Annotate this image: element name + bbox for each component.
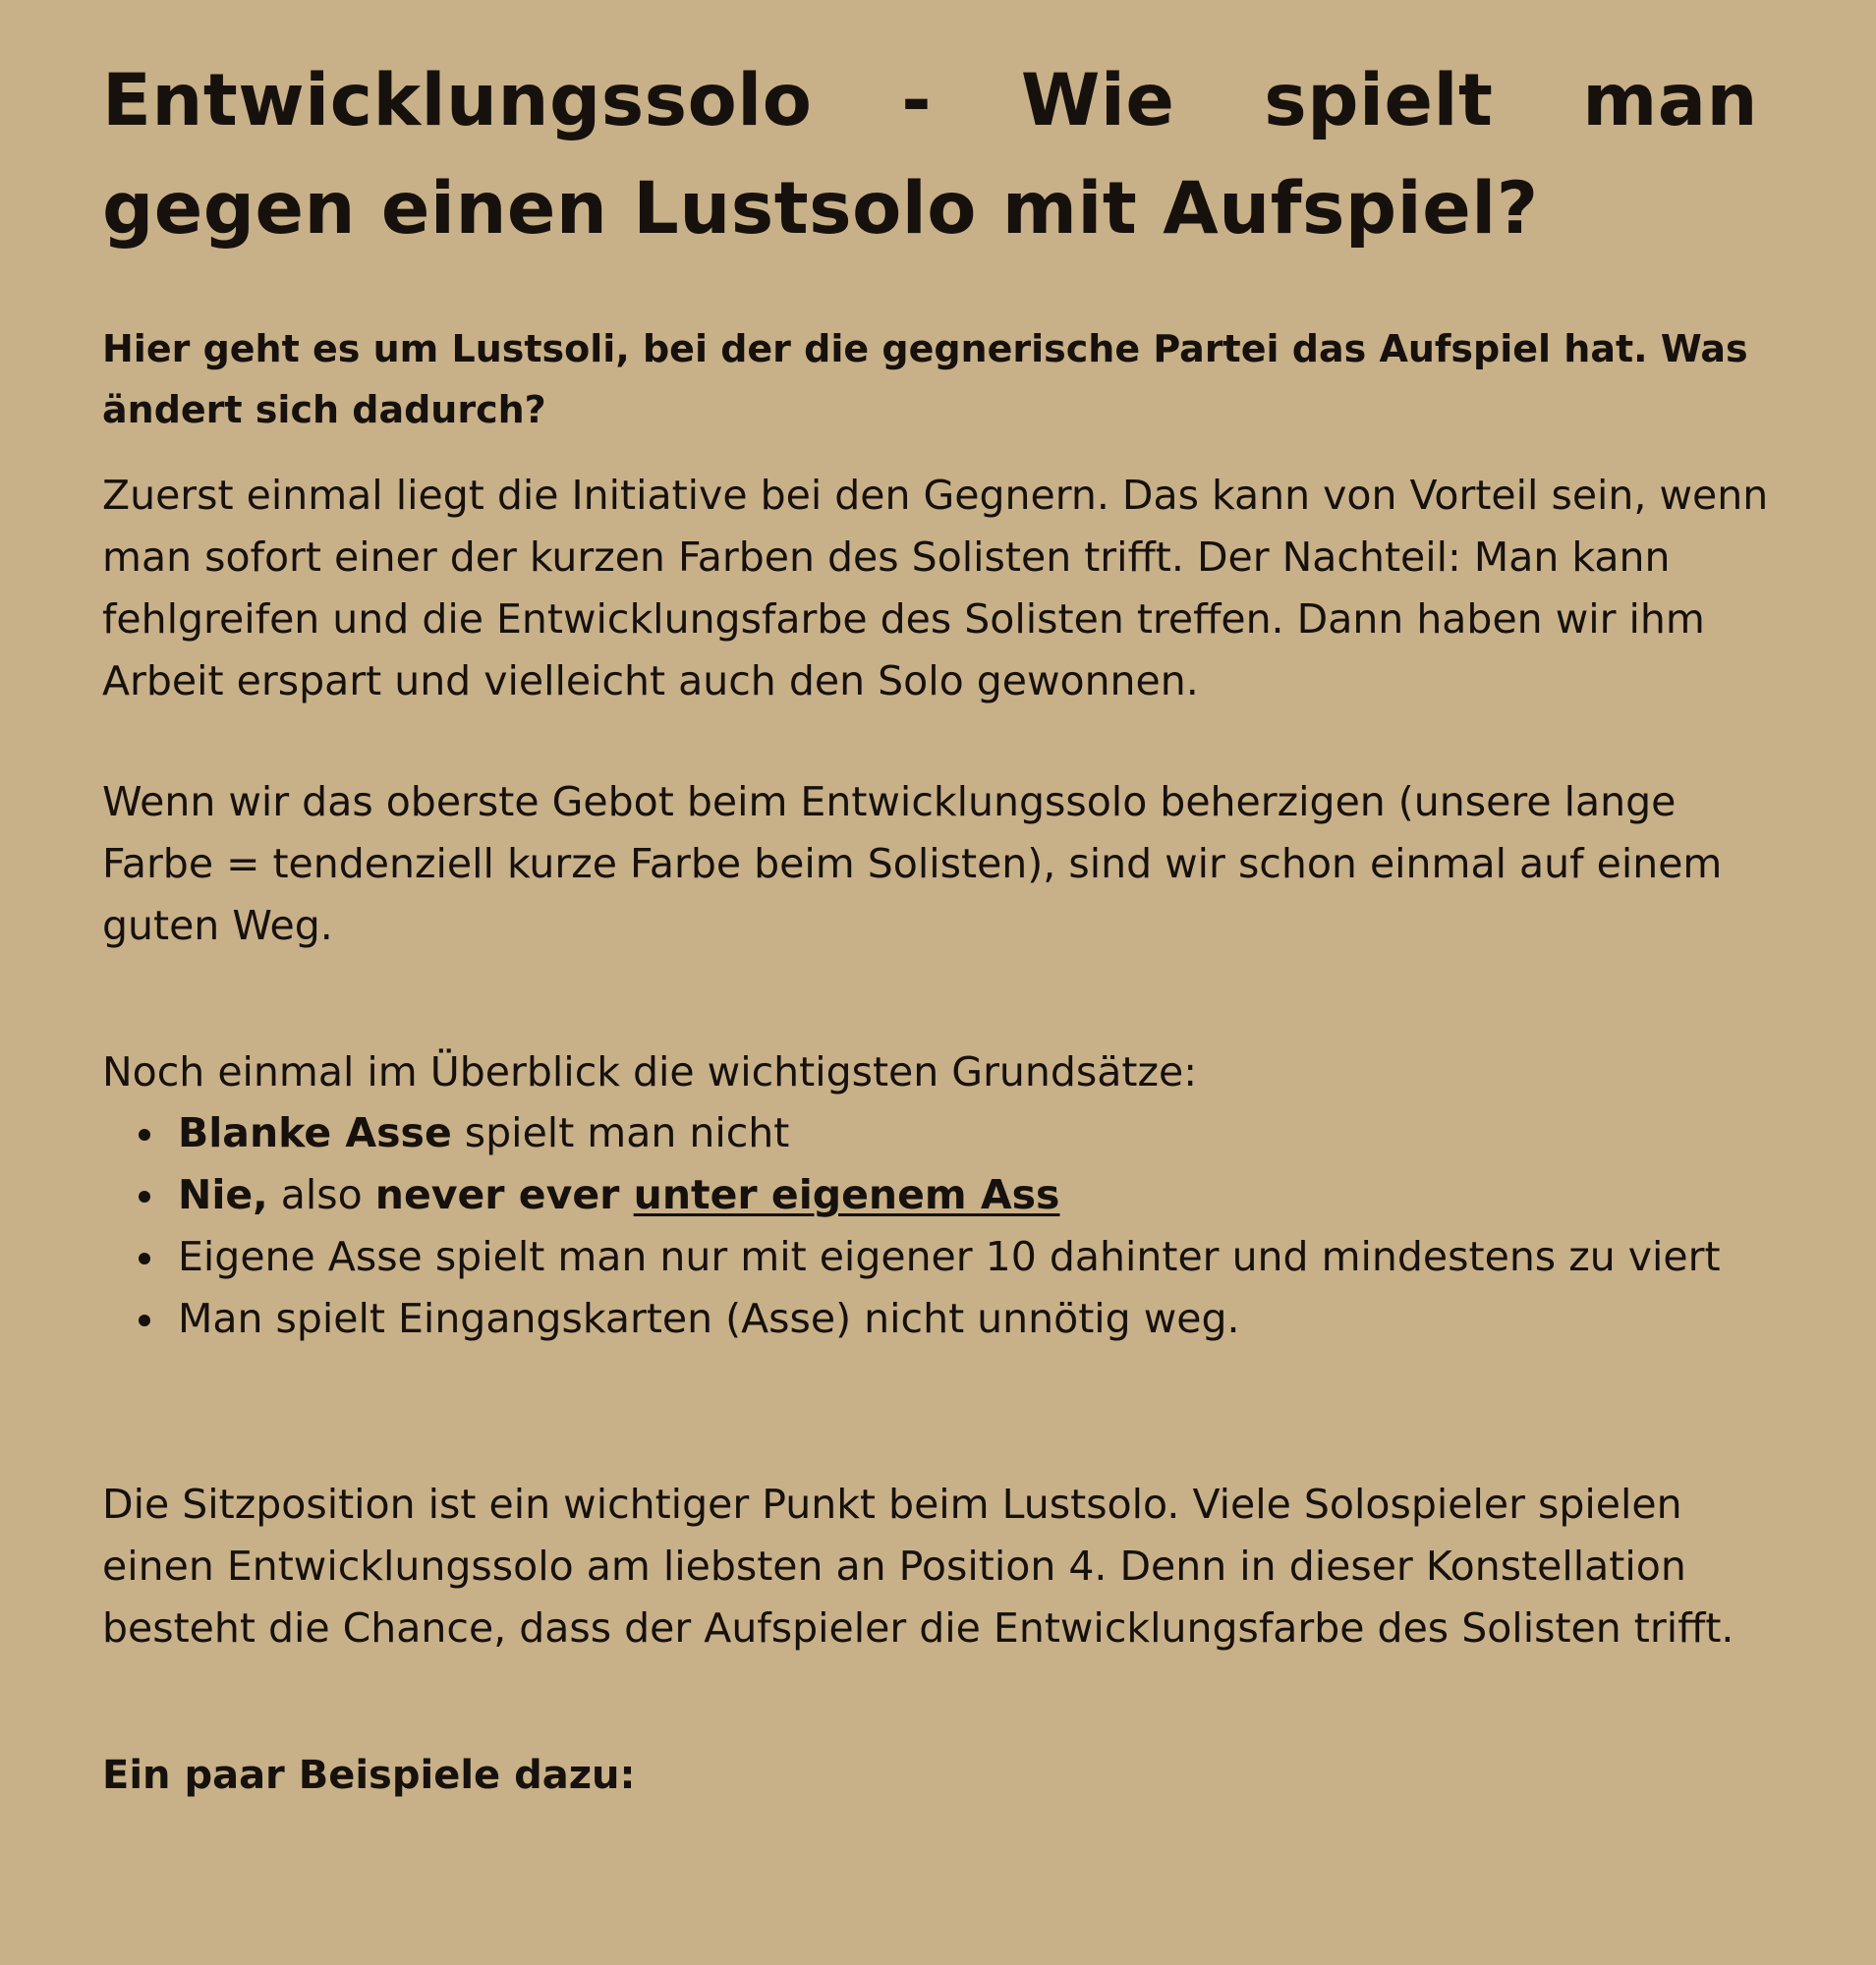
bullet-text: also [267,1171,375,1218]
article-lead: Hier geht es um Lustsoli, bei der die gegnerische Partei das Aufspiel hat. Was ändert sich dadurch? [102,327,1748,431]
bullet-icon [139,1253,150,1264]
bullet-bold-text: Blanke Asse [178,1109,452,1156]
paragraph-grundsaetze-intro: Noch einmal im Überblick die wichtigsten Grundsätze: [102,1048,1198,1095]
list-item [102,1288,1792,1350]
article-title: Entwicklungssolo - Wie spielt man gegen einen Lustsolo mit Aufspiel? [102,59,1758,251]
grundsaetze-list [102,1102,1792,1350]
paragraph-initiative: Zuerst einmal liegt die Initiative bei den Gegnern. Das kann von Vorteil sein, wenn man sofort einer der kurzen Farben des Solisten trifft. Der Nachteil: Man kann fehlgreifen und die Entwicklungsfarbe des Solisten treffen. Dann haben wir ihm Arbeit erspart und vielleicht auch den Solo gewonnen. [102,472,1769,704]
bullet-text: Eigene Asse spielt man nur mit eigener 10 dahinter und mindestens zu viert [178,1233,1721,1280]
examples-subheading: Ein paar Beispiele dazu: [102,1753,636,1798]
bullet-underlined-text: unter eigenem Ass [633,1171,1060,1218]
bullet-bold-text: never ever [374,1171,634,1218]
bullet-icon [139,1129,150,1141]
list-item [102,1226,1792,1288]
bullet-icon [139,1191,150,1203]
bullet-text: Man spielt Eingangskarten (Asse) nicht unnötig weg. [178,1295,1240,1342]
bullet-bold-text: Nie, [178,1171,268,1218]
bullet-text: spielt man nicht [451,1109,790,1156]
paragraph-sitzposition: Die Sitzposition ist ein wichtiger Punkt beim Lustsolo. Viele Solospieler spielen einen Entwicklungssolo am liebsten an Position 4. Denn in dieser Konstellation besteht die Chance, dass der Aufspieler die Entwicklungsfarbe des Solisten trifft. [102,1481,1734,1652]
paragraph-gebot: Wenn wir das oberste Gebot beim Entwicklungssolo beherzigen (unsere lange Farbe = tendenziell kurze Farbe beim Solisten), sind wir schon einmal auf einem guten Weg. [102,778,1723,949]
list-item [102,1102,1792,1164]
list-item [102,1164,1792,1226]
bullet-icon [139,1315,150,1326]
